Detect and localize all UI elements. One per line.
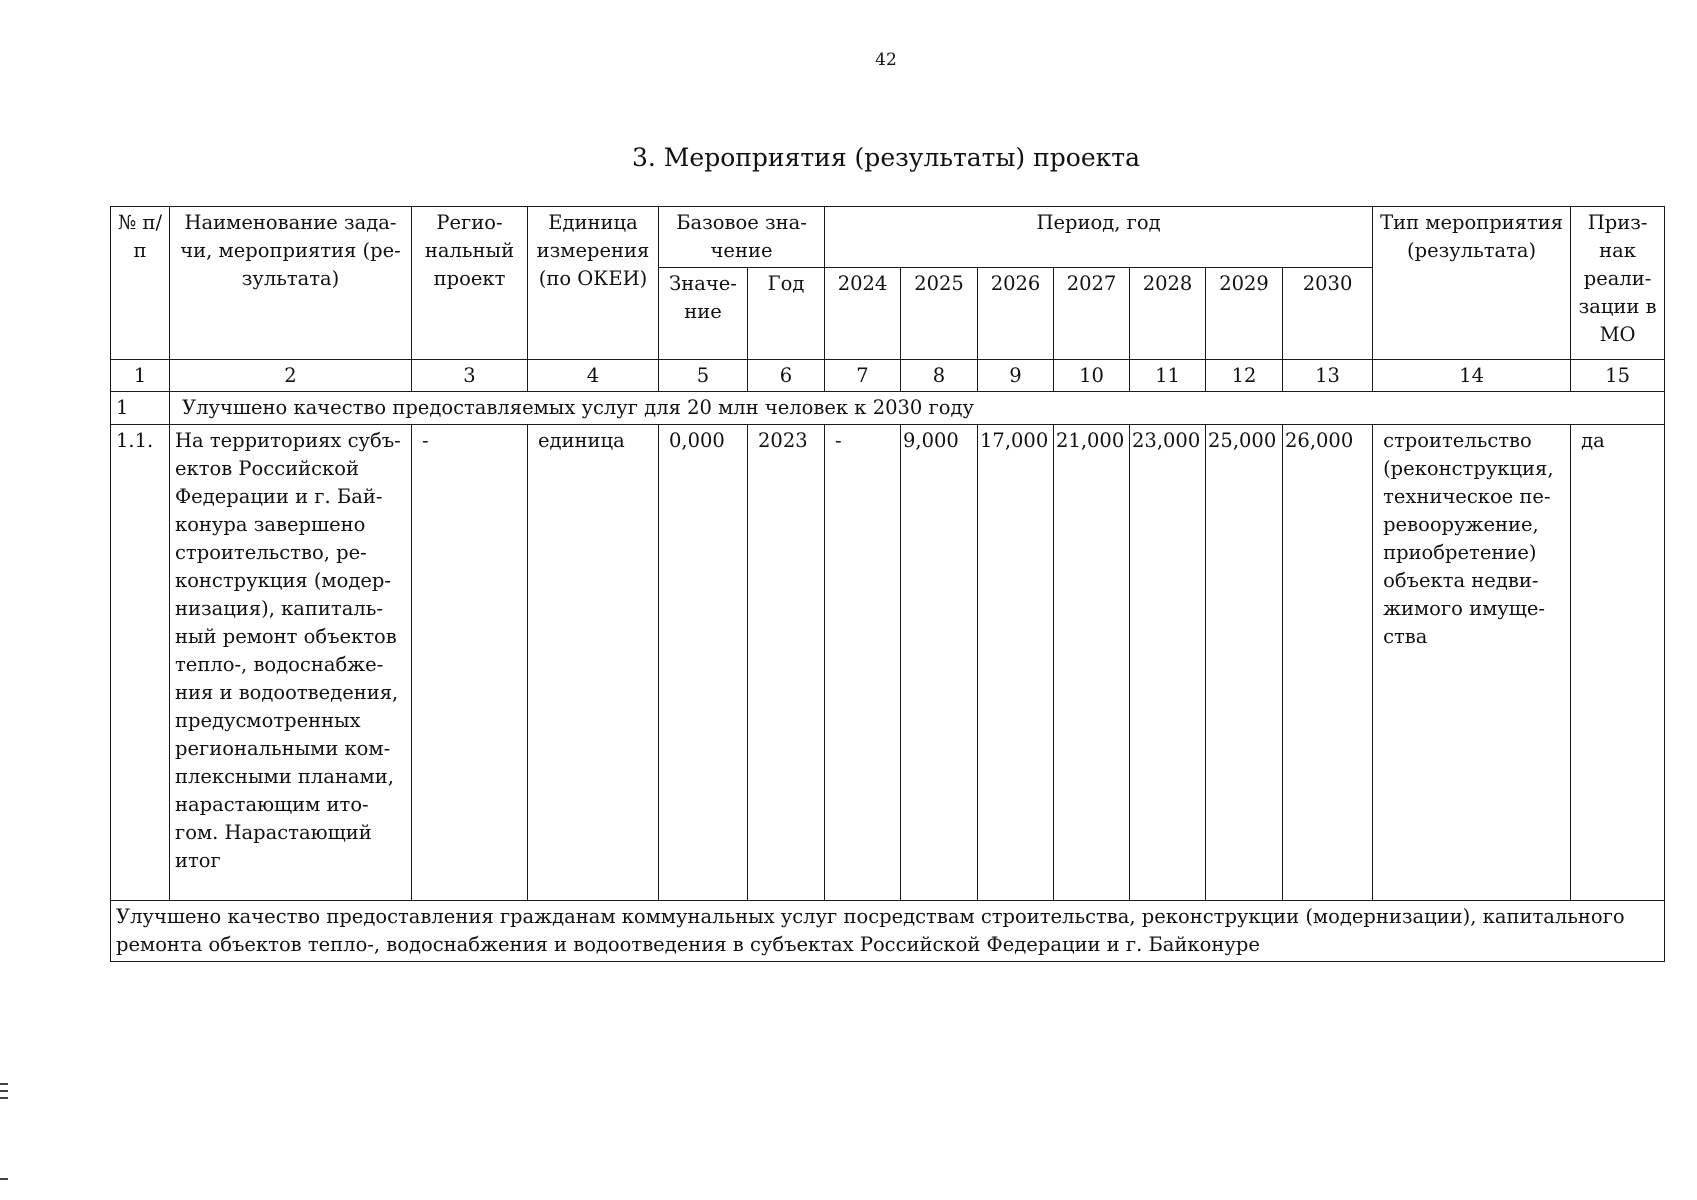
header-period-group: Период, год <box>825 207 1373 268</box>
header-year: 2025 <box>901 268 978 360</box>
header-year: 2027 <box>1054 268 1130 360</box>
scan-mark <box>0 1083 8 1085</box>
column-number: 3 <box>412 360 528 392</box>
row-value: 17,000 <box>978 425 1054 901</box>
task-num: 1 <box>111 392 170 425</box>
column-number: 13 <box>1283 360 1373 392</box>
header-type: Тип мероприятия (результата) <box>1373 207 1571 360</box>
row-mo: да <box>1571 425 1665 901</box>
column-number: 14 <box>1373 360 1571 392</box>
row-name: На территориях субъ-ектов Российской Федерации и г. Бай-конура завершено строительство, ре-конструкция (модер-низация), капиталь-ный ремонт объектов тепло-, водоснабже-ния и водоотведения, предусмотренных региональными ком-плексными планами, нарастающим ито-гом. Нарастающий итог <box>170 425 412 901</box>
header-year: 2026 <box>978 268 1054 360</box>
scan-mark <box>0 1178 8 1180</box>
column-number: 2 <box>170 360 412 392</box>
header-year: 2029 <box>1206 268 1283 360</box>
column-number: 5 <box>659 360 748 392</box>
scan-mark <box>0 1097 8 1099</box>
row-base-year: 2023 <box>748 425 825 901</box>
row-value: - <box>825 425 901 901</box>
column-number: 7 <box>825 360 901 392</box>
header-num: № п/п <box>111 207 170 360</box>
footer-text: Улучшено качество предоставления гражданам коммунальных услуг посредствам строительства, реконструкции (модернизации), капитального ремонта объектов тепло-, водоснабжения и водоотведения в субъектах Российской Федерации и г. Байконуре <box>111 901 1665 962</box>
column-number: 12 <box>1206 360 1283 392</box>
header-base-value: Значе-ние <box>659 268 748 360</box>
column-number: 10 <box>1054 360 1130 392</box>
row-num: 1.1. <box>111 425 170 901</box>
task-text: Улучшено качество предоставляемых услуг для 20 млн человек к 2030 году <box>170 392 1665 425</box>
row-value: 25,000 <box>1206 425 1283 901</box>
page-number: 42 <box>875 50 897 70</box>
column-number: 1 <box>111 360 170 392</box>
row-value: 21,000 <box>1054 425 1130 901</box>
table-row <box>111 425 1665 901</box>
row-value: 9,000 <box>901 425 978 901</box>
row-value: 26,000 <box>1283 425 1373 901</box>
column-number: 6 <box>748 360 825 392</box>
column-number: 4 <box>528 360 659 392</box>
column-number-row <box>111 360 1665 392</box>
header-year: 2030 <box>1283 268 1373 360</box>
header-row <box>111 207 1665 268</box>
section-title: 3. Мероприятия (результаты) проекта <box>632 143 1140 172</box>
header-base-year: Год <box>748 268 825 360</box>
row-base-value: 0,000 <box>659 425 748 901</box>
column-number: 8 <box>901 360 978 392</box>
header-regional: Регио-нальный проект <box>412 207 528 360</box>
header-year: 2028 <box>1130 268 1206 360</box>
header-year: 2024 <box>825 268 901 360</box>
footer-row <box>111 901 1665 962</box>
header-base-group: Базовое зна-чение <box>659 207 825 268</box>
row-unit: единица <box>528 425 659 901</box>
header-unit: Единица измерения (по ОКЕИ) <box>528 207 659 360</box>
column-number: 11 <box>1130 360 1206 392</box>
row-type: строительство (реконструкция, техническое пе-ревооружение, приобретение) объекта недви-жимого имуще-ства <box>1373 425 1571 901</box>
header-name: Наименование зада-чи, мероприятия (ре-зультата) <box>170 207 412 360</box>
results-table <box>110 206 1665 962</box>
scan-mark <box>0 1090 8 1092</box>
row-regional: - <box>412 425 528 901</box>
task-row <box>111 392 1665 425</box>
column-number: 9 <box>978 360 1054 392</box>
header-mo: Приз-нак реали-зации в МО <box>1571 207 1665 360</box>
column-number: 15 <box>1571 360 1665 392</box>
row-value: 23,000 <box>1130 425 1206 901</box>
